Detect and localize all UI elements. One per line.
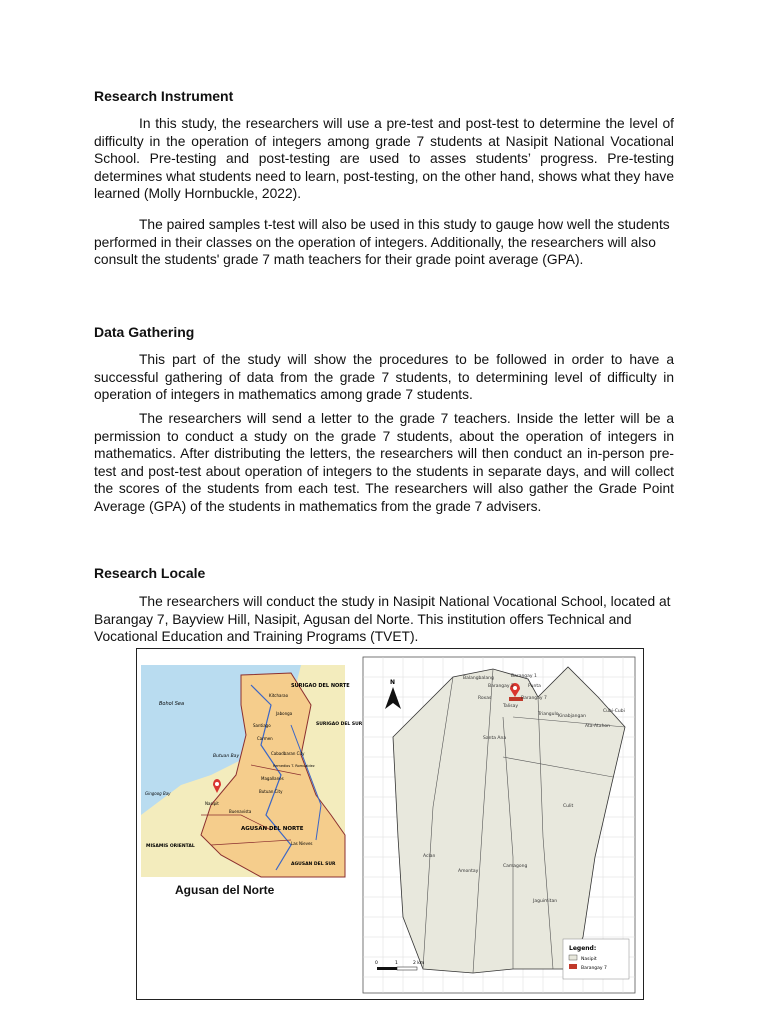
label-misamis-oriental: MISAMIS ORIENTAL — [146, 844, 195, 849]
label-butuan-city: Butuan City — [259, 789, 283, 794]
label-nasipit: Nasipit — [205, 801, 219, 806]
label-cabadbaran-city: Cabadbaran City — [271, 751, 305, 756]
label-agusan-del-norte: AGUSAN DEL NORTE — [241, 826, 304, 832]
agusan-del-norte-map — [141, 665, 363, 877]
label-ata-atahon: Ata-Atahon — [585, 724, 611, 729]
label-cubi-cubi: Cubi-Cubi — [603, 709, 625, 714]
label-punta: Punta — [528, 684, 541, 689]
label-buenavista: Buenavista — [229, 809, 252, 814]
label-barangay-7: Barangay 7 — [521, 696, 547, 701]
scale-label-2km: 2 km — [413, 961, 425, 966]
paragraph-research-instrument-1: In this study, the researchers will use a pre-test and post-test to determine the level of difficulty in the operation of integers among grade 7 students at Nasipit National Vocational School. Pre-testing and post-testing are used to asses students’ progress. Pre-testing determines what students need to learn, post-testing, on the other hand, shows what they have learned (Molly Hornbuckle, 2022). — [94, 116, 674, 202]
label-triangulo: Triangulo — [538, 712, 559, 717]
location-map-figure — [136, 648, 644, 1000]
paragraph-research-locale-1: The researchers will conduct the study in Nasipit National Vocational School, located at Barangay 7, Bayview Hill, Nasipit, Agusan del Norte. This institution offers Technical and Vocational Education and Training Programs (TVET). — [94, 594, 671, 645]
figure-caption: Agusan del Norte — [175, 883, 275, 897]
nasipit-municipality-map — [363, 657, 635, 993]
label-bohol-sea: Bohol Sea — [159, 701, 185, 707]
section-heading-data-gathering: Data Gathering — [94, 324, 195, 340]
label-barangay-1: Barangay 1 — [511, 674, 537, 679]
section-heading-research-locale: Research Locale — [94, 565, 206, 581]
label-las-nieves: Las Nieves — [291, 841, 313, 846]
label-agusan-del-sur: AGUSAN DEL SUR — [291, 862, 336, 867]
label-jabonga: Jabonga — [276, 711, 293, 716]
map-legend — [563, 939, 629, 979]
legend-item-nasipit: Nasipit — [581, 957, 597, 962]
label-balangbalang: Balangbalang — [463, 676, 494, 681]
marker-dot — [215, 782, 219, 786]
label-kitcharao: Kitcharao — [269, 693, 289, 698]
legend-swatch-nasipit — [569, 955, 577, 960]
label-butuan-bay: Butuan Bay — [213, 754, 240, 759]
label-kinabjangan: Kinabjangan — [558, 714, 586, 719]
label-magallanes: Magallanes — [261, 776, 284, 781]
scale-label-0: 0 — [375, 961, 378, 966]
scale-label-1: 1 — [395, 961, 398, 966]
label-roxas: Roxas — [478, 696, 492, 701]
legend-title: Legend: — [569, 945, 597, 952]
legend-item-barangay-7: Barangay 7 — [581, 966, 607, 971]
label-remedios-t-romualdez: Remedios T. Romualdez — [273, 764, 315, 768]
label-culit: Culit — [563, 804, 574, 809]
label-camagong: Camagong — [503, 864, 528, 869]
paragraph-data-gathering-1: This part of the study will show the procedures to be followed in order to have a successful gathering of data from the grade 7 students, to determining level of difficulty in operation of integers in mathematics among grade 7 students. — [94, 352, 674, 403]
label-carmen: Carmen — [257, 736, 273, 741]
section-heading-research-instrument: Research Instrument — [94, 88, 234, 104]
paragraph-research-instrument-2: The paired samples t-test will also be used in this study to gauge how well the students performed in their classes on the operation of integers. Additionally, the researchers will also consult the students' grade 7 math teachers for their grade point average (GPA). — [94, 217, 670, 268]
label-gingoog-bay: Gingoog Bay — [145, 791, 171, 796]
label-surigao-del-norte: SURIGAO DEL NORTE — [291, 683, 350, 689]
label-barangay-2: Barangay 2 — [488, 684, 514, 689]
north-label: N — [390, 679, 396, 686]
label-amontay: Amontay — [458, 869, 479, 874]
label-aclan: Aclan — [423, 854, 436, 859]
legend-swatch-barangay-7 — [569, 964, 577, 969]
label-surigao-del-sur: SURIGAO DEL SUR — [316, 722, 363, 727]
label-jaguimitan: Jaguimitan — [533, 899, 558, 904]
paragraph-data-gathering-2: The researchers will send a letter to the grade 7 teachers. Inside the letter will be a permission to conduct a study on the grade 7 students, about the operation of integers in mathematics. After distributing the letters, the researchers will then conduct an in-person pre-test and post-test about operation of integers to the students in separate days, and will collect the scores of the students from each test. The researchers will also gather the Grade Point Average (GPA) of the students in mathematics from the grade 7 advisers. — [94, 411, 674, 514]
label-santa-ana: Santa Ana — [483, 736, 507, 741]
label-santiago: Santiago — [253, 723, 271, 728]
label-talisay: Talisay — [503, 704, 519, 709]
